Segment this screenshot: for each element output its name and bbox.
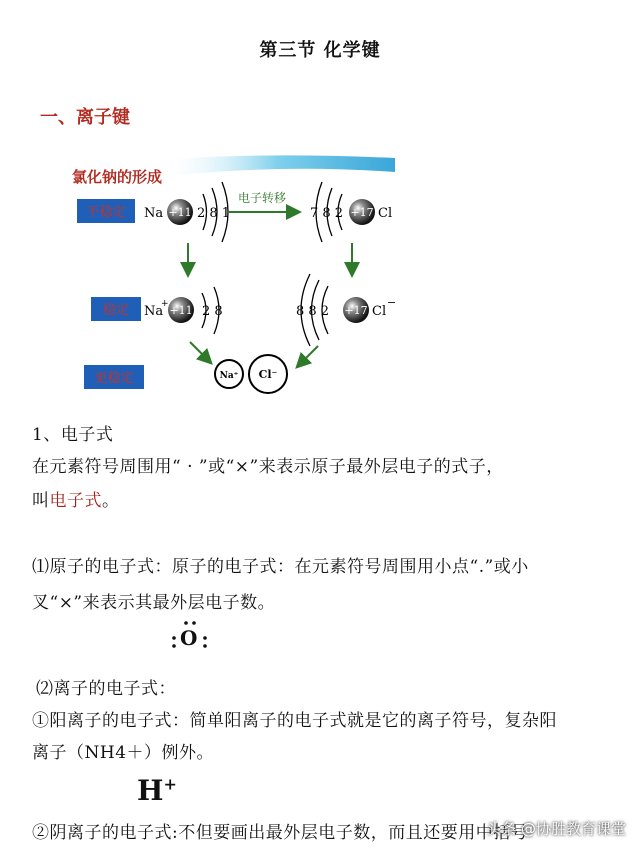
oxygen-electron-dot-formula xyxy=(170,618,210,658)
na-ion-final: Na⁺ xyxy=(219,371,239,381)
na-nucleus-charge: +11 xyxy=(168,206,192,219)
item1-heading: 1、电子式 xyxy=(32,425,114,445)
na-symbol: Na xyxy=(144,206,164,221)
page-title: 第三节 化学键 xyxy=(259,40,381,61)
para4-line2: 离子（NH4＋）例外。 xyxy=(32,743,215,763)
hydrogen-ion-formula: H+ xyxy=(137,774,177,807)
cl-nucleus-charge: +17 xyxy=(350,206,374,219)
electron-transfer-label: 电子转移 xyxy=(238,191,287,205)
para3: ⑵离子的电子式： xyxy=(36,679,176,699)
cl-ion-shells: 8 8 2 xyxy=(296,304,330,319)
na-ion-shells: 2 8 xyxy=(202,304,223,319)
para1-line1: 在元素符号周围用“ · ”或“×”来表示原子最外层电子的式子， xyxy=(32,457,504,477)
section-heading: 一、离子键 xyxy=(40,107,130,128)
svg-text:+11: +11 xyxy=(169,304,193,317)
para4-line1: ①阳离子的电子式：简单阳离子的电子式就是它的离子符号，复杂阳 xyxy=(32,711,557,731)
na-ion-symbol: Na xyxy=(144,304,164,319)
cl-ion-symbol: Cl xyxy=(372,304,387,319)
sodium-chloride-formation-diagram xyxy=(60,150,400,400)
oxygen-symbol: O xyxy=(180,626,198,650)
para2-line2: 叉“×”来表示其最外层电子数。 xyxy=(32,593,276,613)
more-stable-label: 更稳定 xyxy=(94,371,134,386)
para5: ②阴离子的电子式:不但要画出最外层电子数，而且还要用中括号 xyxy=(32,823,529,843)
term-electron-formula: 电子式 xyxy=(49,491,102,511)
cl-shells: 7 8 2 xyxy=(310,206,344,221)
heading-swoosh xyxy=(160,155,395,176)
para1-line2: 叫电子式。 xyxy=(32,491,120,511)
svg-text:−: − xyxy=(387,296,397,309)
stable-label: 稳定 xyxy=(102,303,130,318)
cl-ion-final: Cl⁻ xyxy=(258,368,278,381)
watermark: 头条 @协胜教育课堂 xyxy=(486,820,626,838)
svg-text:+17: +17 xyxy=(344,304,368,317)
unstable-label: 不稳定 xyxy=(86,205,126,220)
svg-text:+: + xyxy=(161,299,169,309)
diagram-heading: 氯化钠的形成 xyxy=(72,168,163,186)
cl-symbol: Cl xyxy=(378,206,393,221)
para2-line1: ⑴原子的电子式：原子的电子式：在元素符号周围用小点“.”或小 xyxy=(32,557,529,577)
na-shells: 2 8 1 xyxy=(197,206,231,221)
